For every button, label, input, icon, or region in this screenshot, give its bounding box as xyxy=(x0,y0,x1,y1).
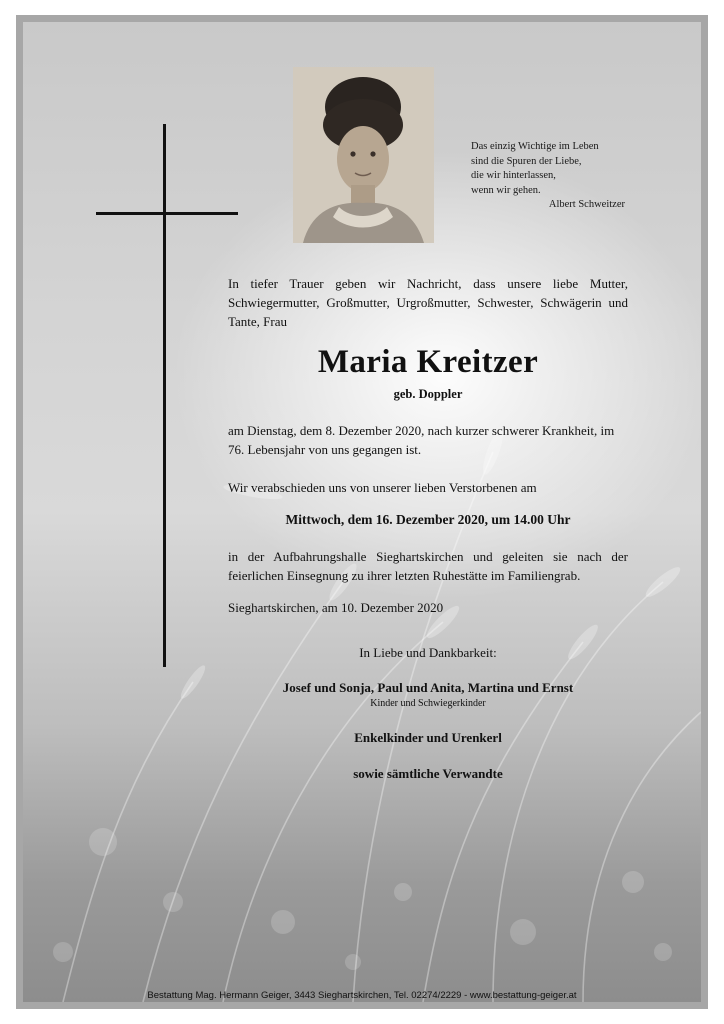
place-and-date-signature: Sieghartskirchen, am 10. Dezember 2020 xyxy=(228,600,444,615)
deceased-name: Maria Kreitzer xyxy=(317,344,539,380)
obituary-card xyxy=(16,15,708,1009)
mourners-relation: Kinder und Schwiegerkinder xyxy=(370,698,486,709)
quote-line: Das einzig Wichtige im Leben xyxy=(471,141,599,152)
relatives-line: sowie sämtliche Verwandte xyxy=(353,766,503,781)
portrait-photo xyxy=(293,67,434,243)
memorial-quote xyxy=(471,140,631,213)
funeral-location-text: in der Aufbahrungshalle Sieghartskirchen und geleiten sie nach der feierlichen Einsegnung zu ihrer letzten Ruhestätte im Familiengrab. xyxy=(228,549,628,583)
funeral-home-footer: Bestattung Mag. Hermann Geiger, 3443 Sieghartskirchen, Tel. 02274/2229 - www.bestattung-geiger.at xyxy=(147,990,577,1001)
maiden-name: geb. Doppler xyxy=(393,387,463,401)
quote-line: sind die Spuren der Liebe, xyxy=(471,155,582,167)
death-notice: am Dienstag, dem 8. Dezember 2020, nach kurzer schwerer Krankheit, im 76. Lebensjahr von uns gegangen ist. xyxy=(228,423,615,457)
cross-horizontal-bar xyxy=(96,212,238,215)
farewell-text: Wir verabschieden uns von unserer lieben Verstorbenen am xyxy=(228,480,537,495)
grandchildren-line: Enkelkinder und Urenkerl xyxy=(354,730,502,745)
quote-line: wenn wir gehen. xyxy=(471,184,541,196)
cross-vertical-bar xyxy=(163,124,166,667)
announcement-intro: In tiefer Trauer geben wir Nachricht, dass unsere liebe Mutter, Schwiegermutter, Großmutter, Urgroßmutter, Schwester, Schwägerin und Tante, Frau xyxy=(228,276,628,329)
mourners-names: Josef und Sonja, Paul und Anita, Martina und Ernst xyxy=(282,680,574,695)
funeral-date: Mittwoch, dem 16. Dezember 2020, um 14.00 Uhr xyxy=(285,512,571,527)
gratitude-line: In Liebe und Dankbarkeit: xyxy=(359,645,497,660)
quote-author: Albert Schweitzer xyxy=(548,199,625,210)
quote-line: die wir hinterlassen, xyxy=(471,170,556,181)
